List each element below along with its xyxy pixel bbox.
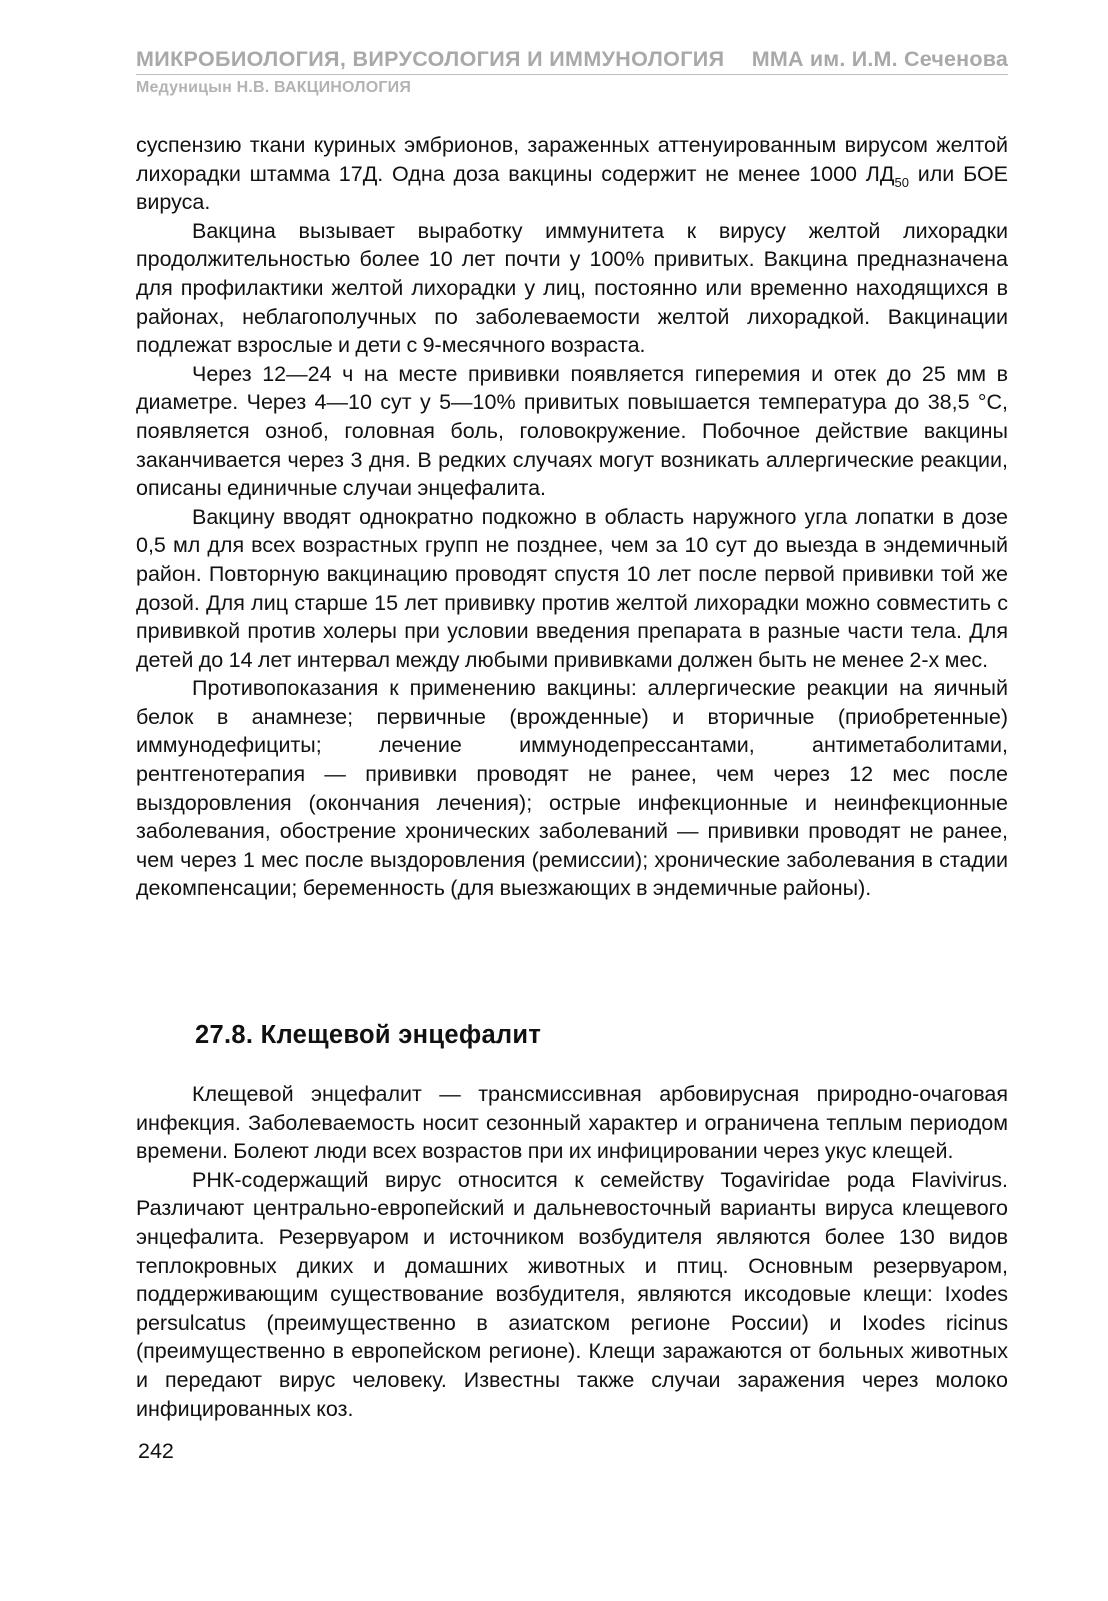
header-author-book: Медуницын Н.В. ВАКЦИНОЛОГИЯ xyxy=(136,79,412,96)
page-number: 242 xyxy=(138,1439,174,1463)
paragraph xyxy=(136,131,1008,217)
paragraph: Вакцина вызывает выработку иммунитета к вирусу желтой лихорадки продолжительностью более 10 лет почти у 100% привитых. Вакцина предназначена для профилактики желтой лихорадки у лиц, постоянно или временно находящихся в районах, неблагополучных по заболеваемости желтой лихорадкой. Вакцинации подлежат взрослые и дети с 9-месячного возраста. xyxy=(136,218,1008,358)
body-text-bottom xyxy=(136,1080,1008,1423)
paragraph: Клещевой энцефалит — трансмиссивная арбовирусная природно-очаговая инфекция. Заболеваемость носит сезонный характер и ограничена теплым периодом времени. Болеют люди всех возрастов при их инфицировании через укус клещей. xyxy=(136,1082,1008,1164)
paragraph-text: суспензию ткани куриных эмбрионов, зараженных аттенуированным вирусом желтой лихорадки штамма 17Д. Одна доза вакцины содержит не менее 1000 ЛД xyxy=(136,133,1008,186)
section-heading: 27.8. Клещевой энцефалит xyxy=(195,1021,542,1049)
paragraph: Вакцину вводят однократно подкожно в область наружного угла лопатки в дозе 0,5 мл для всех возрастных групп не позднее, чем за 10 сут до выезда в эндемичный район. Повторную вакцинацию проводят спустя 10 лет после первой прививки той же дозой. Для лиц старше 15 лет прививку против желтой лихорадки можно совместить с прививкой против холеры при условии введения препарата в разные части тела. Для детей до 14 лет интервал между любыми прививками должен быть не менее 2-х мес. xyxy=(136,504,1008,672)
body-text-top xyxy=(136,131,1008,903)
header-institution: ММА им. И.М. Сеченова xyxy=(751,47,1008,71)
running-header xyxy=(136,46,1008,75)
header-course-title: МИКРОБИОЛОГИЯ, ВИРУСОЛОГИЯ И ИММУНОЛОГИЯ xyxy=(136,47,725,71)
paragraph: РНК-содержащий вирус относится к семейству Togaviridae рода Flavivirus. Различают центрально-европейский и дальневосточный варианты вируса клещевого энцефалита. Резервуаром и источником возбудителя являются более 130 видов теплокровных диких и домашних животных и птиц. Основным резервуаром, поддерживающим существование возбудителя, являются иксодовые клещи: Ixodes persulcatus (преимущественно в азиатском регионе России) и Ixodes ricinus (преимущественно в европейском регионе). Клещи заражаются от больных животных и передают вирус человеку. Известны также случаи заражения через молоко инфицированных коз. xyxy=(136,1167,1008,1421)
paragraph: Через 12—24 ч на месте прививки появляется гиперемия и отек до 25 мм в диаметре. Через 4—10 сут у 5—10% привитых повышается температура до 38,5 °С, появляется озноб, головная боль, головокружение. Побочное действие вакцины заканчивается через 3 дня. В редких случаях могут возникать аллергические реакции, описаны единичные случаи энцефалита. xyxy=(136,361,1008,501)
subscript-50: 50 xyxy=(894,174,909,190)
paragraph-text-end: или БОЕ вируса. xyxy=(136,161,1009,215)
paragraph: Противопоказания к применению вакцины: аллергические реакции на яичный белок в анамнезе; первичные (врожденные) и вторичные (приобретенные) иммунодефициты; лечение иммунодепрессантами, антиметаболитами, рентгенотерапия — прививки проводят не ранее, чем через 12 мес после выздоровления (окончания лечения); острые инфекционные и неинфекционные заболевания, обострение хронических заболеваний — прививки проводят не ранее, чем через 1 мес после выздоровления (ремиссии); хронические заболевания в стадии декомпенсации; беременность (для выезжающих в эндемичные районы). xyxy=(136,676,1008,901)
